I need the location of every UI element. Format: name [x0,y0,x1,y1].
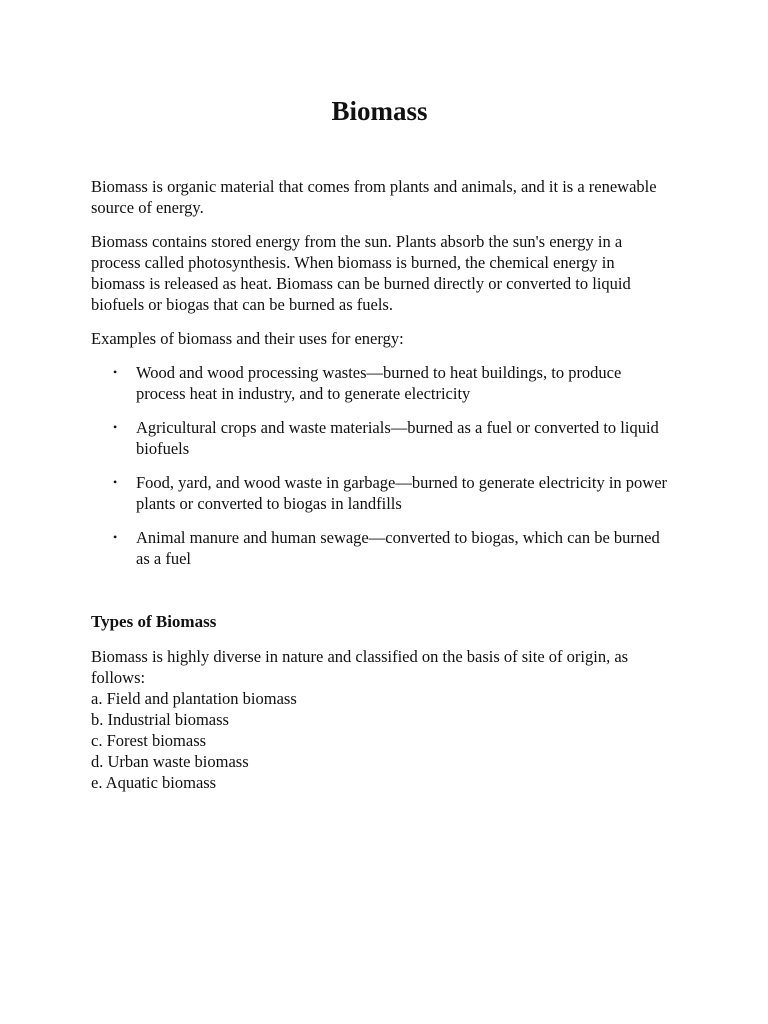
list-item-text: Food, yard, and wood waste in garbage—burned to generate electricity in power plants or converted to biogas in landfills [136,473,668,513]
energy-paragraph: Biomass contains stored energy from the sun. Plants absorb the sun's energy in a process called photosynthesis. When biomass is burned, the chemical energy in biomass is released as heat. Biomass can be burned directly or converted to liquid biofuels or biogas that can be burned as fuels. [91,232,631,314]
bullet-icon: • [113,530,118,544]
types-heading: Types of Biomass [91,612,217,631]
types-intro-paragraph: Biomass is highly diverse in nature and classified on the basis of site of origin, as follows: [91,647,629,687]
list-item: e. Aquatic biomass [91,773,217,792]
list-item [91,472,668,514]
list-item: b. Industrial biomass [91,710,229,729]
examples-list [91,362,668,569]
intro-paragraph: Biomass is organic material that comes from plants and animals, and it is a renewable source of energy. [91,177,657,217]
list-item [91,527,668,569]
types-list [91,688,668,793]
bullet-icon: • [113,475,118,489]
list-item: a. Field and plantation biomass [91,689,297,708]
list-item-text: Wood and wood processing wastes—burned to heat buildings, to produce process heat in industry, and to generate electricity [136,363,622,403]
list-item: c. Forest biomass [91,731,207,750]
page-title: Biomass [331,96,428,126]
bullet-icon: • [113,365,118,379]
list-item-text: Animal manure and human sewage—converted to biogas, which can be burned as a fuel [136,528,660,568]
bullet-icon: • [113,420,118,434]
list-item [91,417,668,459]
examples-intro-paragraph: Examples of biomass and their uses for energy: [91,329,404,348]
list-item: d. Urban waste biomass [91,752,249,771]
list-item-text: Agricultural crops and waste materials—burned as a fuel or converted to liquid biofuels [136,418,659,458]
list-item [91,362,668,404]
